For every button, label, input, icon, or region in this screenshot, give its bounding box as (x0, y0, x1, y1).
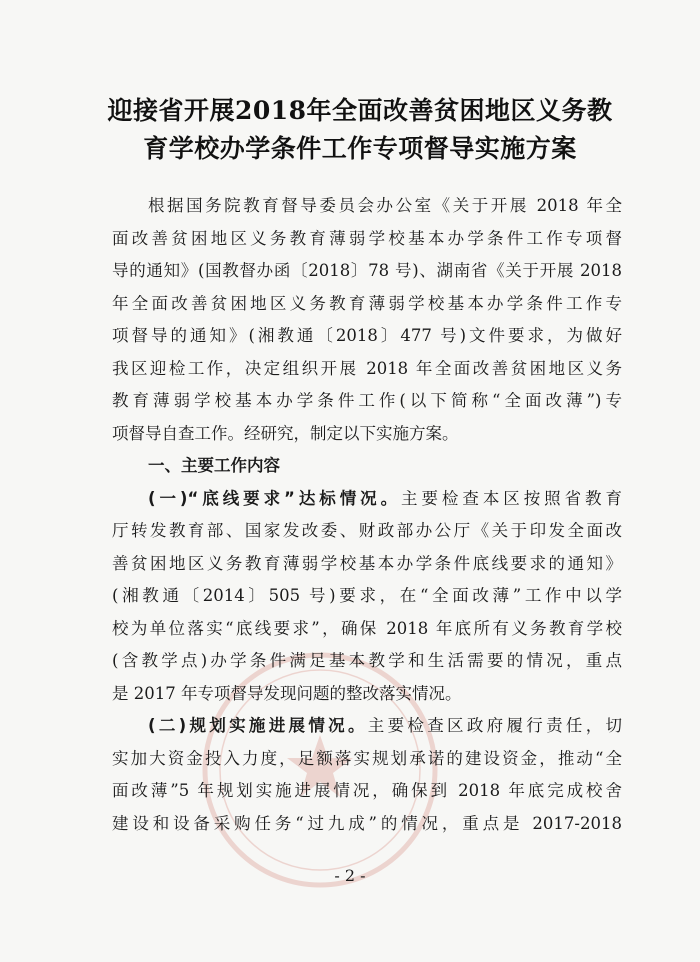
intro-line: 教育薄弱学校基本办学条件工作(以下简称“全面改薄”)专 (112, 391, 622, 410)
item-1-heading: (一)“底线要求”达标情况。 (148, 488, 402, 508)
intro-line: 面改善贫困地区义务教育薄弱学校基本办学条件工作专项督 (112, 228, 622, 248)
item-1-first-text: 主要检查本区按照省教育 (401, 488, 622, 508)
section-heading: 一、主要工作内容 (148, 456, 280, 475)
item-1-line: 厅转发教育部、国家发改委、财政部办公厅《关于印发全面改 (112, 521, 622, 540)
intro-line: 项督导自查工作。经研究，制定以下实施方案。 (112, 423, 459, 443)
item-1-first-line (112, 483, 622, 516)
item-2-line: 建设和设备采购任务“过九成”的情况，重点是 2017-2018 (112, 813, 622, 833)
intro-line: 根据国务院教育督导委员会办公室《关于开展 2018 年全 (148, 196, 622, 215)
item-1-line: 校为单位落实“底线要求”，确保 2018 年底所有义务教育学校 (112, 618, 622, 638)
document-title (80, 92, 640, 168)
title-line-2: 育学校办学条件工作专项督导实施方案 (143, 134, 577, 163)
item-1-line: 善贫困地区义务教育薄弱学校基本办学条件底线要求的通知》 (112, 553, 622, 573)
document-body (112, 190, 622, 840)
item-2-line: 面改薄”5 年规划实施进展情况，确保到 2018 年底完成校舍 (112, 781, 622, 800)
item-2-line: 实加大资金投入力度，足额落实规划承诺的建设资金，推动“全 (112, 748, 622, 768)
intro-line: 年全面改善贫困地区义务教育薄弱学校基本办学条件工作专 (112, 293, 622, 313)
intro-line: 我区迎检工作，决定组织开展 2018 年全面改善贫困地区义务 (112, 358, 622, 378)
item-2-first-line (112, 710, 622, 743)
item-2-heading: (二)规划实施进展情况。 (148, 716, 368, 735)
item-1-line: (湘教通〔2014〕505 号)要求，在“全面改薄”工作中以学 (112, 586, 622, 605)
item-1-line: (含教学点)办学条件满足基本教学和生活需要的情况，重点 (112, 651, 622, 670)
page-number: - 2 - (334, 866, 366, 885)
title-line-1: 迎接省开展2018年全面改善贫困地区义务教 (107, 96, 613, 125)
intro-line: 项督导的通知》(湘教通〔2018〕477 号)文件要求，为做好 (112, 326, 622, 345)
intro-line: 导的通知》(国教督办函〔2018〕78 号)、湖南省《关于开展 2018 (112, 261, 622, 280)
item-1-line: 是 2017 年专项督导发现问题的整改落实情况。 (112, 683, 462, 703)
item-2-first-text: 主要检查区政府履行责任，切 (367, 716, 622, 735)
